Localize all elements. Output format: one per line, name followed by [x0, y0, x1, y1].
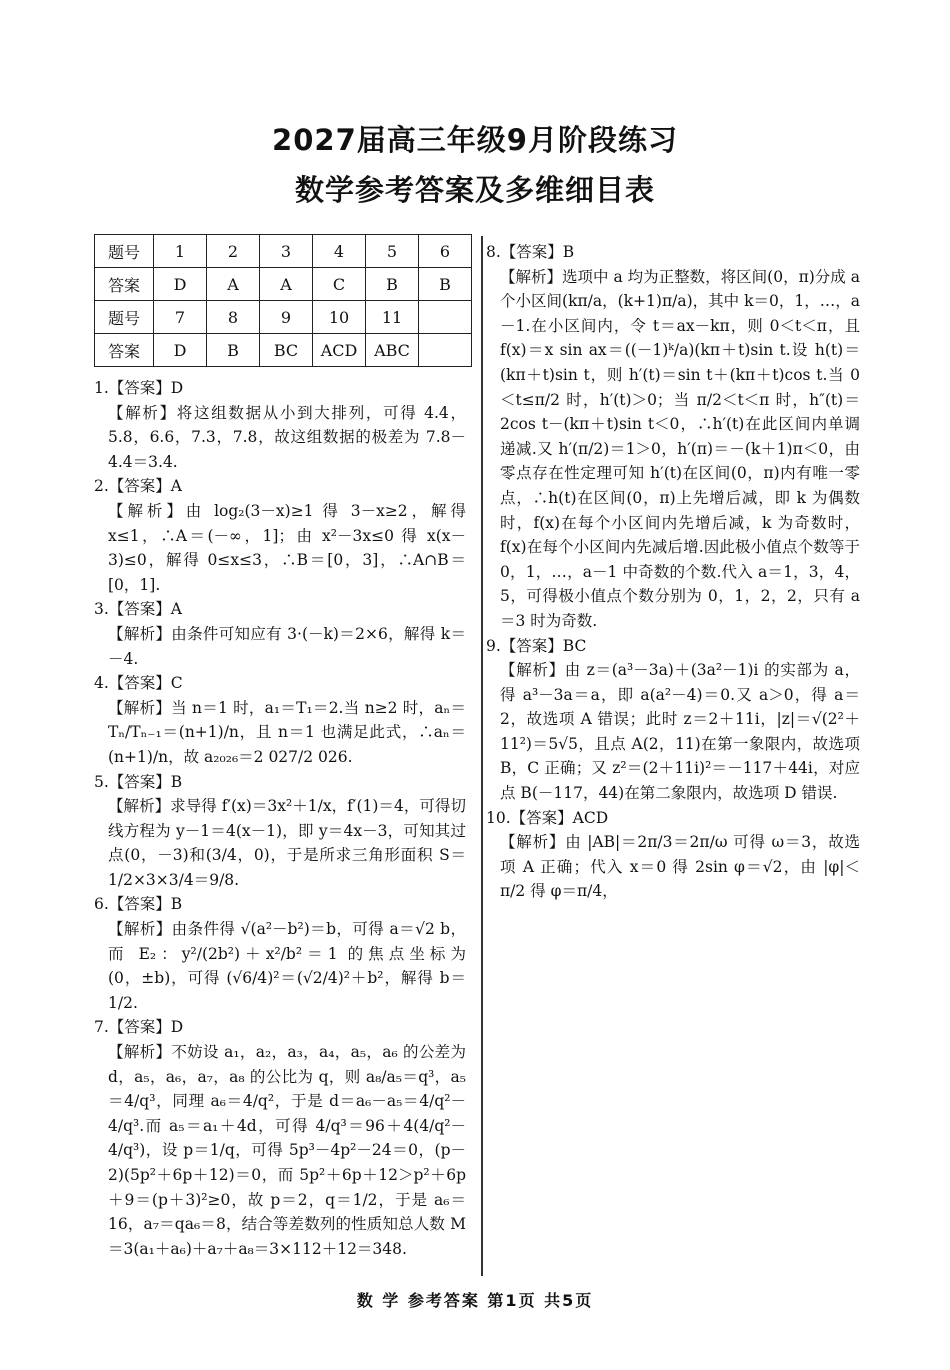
right-column	[486, 240, 860, 904]
solution-8	[486, 240, 860, 634]
answer-cell: 3	[260, 235, 313, 268]
answer-label: 3.【答案】A	[94, 600, 182, 619]
answer-cell: 9	[260, 301, 313, 334]
answer-cell: D	[154, 268, 207, 301]
answer-label: 10.【答案】ACD	[486, 808, 609, 827]
solution-6	[94, 892, 466, 1015]
solution-5	[94, 770, 466, 893]
explanation: 【解析】选项中 a 均为正整数，将区间(0，π)分成 a 个小区间(kπ/a，(k+1)π/a)，其中 k＝0，1，…，a－1.在小区间内，令 t＝ax－kπ，则 0＜t＜π，且 f(x)＝x sin ax＝((－1)ᵏ/a)(kπ＋t)sin t.设 h(t)＝(kπ＋t)sin t，则 h′(t)＝sin t＋(kπ＋t)cos t.当 0＜t≤π/2 时，h′(t)＞0；当 π/2＜t＜π 时，h″(t)＝2cos t－(kπ＋t)sin t＜0，∴h′(t)在此区间内单调递减.又 h′(π/2)＝1＞0，h′(π)＝－(k＋1)π＜0，由零点存在性定理可知 h′(t)在区间(0，π)内有唯一零点，∴h(t)在区间(0，π)上先增后减，即 k 为偶数时，f(x)在每个小区间内先增后减，k 为奇数时，f(x)在每个小区间内先减后增.因此极小值点个数等于 0，1，…，a－1 中奇数的个数.代入 a＝1，3，4，5，可得极小值点个数分别为 0，1，2，2，只有 a＝3 时为奇数.	[500, 267, 860, 630]
answer-table-row	[95, 235, 472, 268]
answer-label: 8.【答案】B	[486, 243, 575, 261]
solution-4	[94, 671, 466, 769]
answer-cell	[419, 301, 472, 334]
answer-table-row	[95, 268, 472, 301]
answer-label: 7.【答案】D	[94, 1018, 184, 1037]
answer-cell	[419, 334, 472, 367]
explanation: 【解析】由条件得 √(a²－b²)＝b，可得 a＝√2 b，而 E₂：y²/(2b²)＋x²/b²＝1 的焦点坐标为(0，±b)，可得 (√6/4)²＝(√2/4)²＋b²，解得 b＝1/2.	[108, 920, 466, 1012]
explanation: 【解析】由条件可知应有 3·(－k)＝2×6，解得 k＝－4.	[108, 624, 466, 668]
answer-cell: 11	[366, 301, 419, 334]
explanation: 【解析】由 z＝(a³－3a)＋(3a²－1)i 的实部为 a，得 a³－3a＝a，即 a(a²－4)＝0.又 a＞0，得 a＝2，故选项 A 错误；此时 z＝2＋11i，|z|＝√(2²＋11²)＝5√5，且点 A(2，11)在第一象限内，故选项 B，C 正确；又 z²＝(2＋11i)²＝－117＋44i，对应点 B(－117，44)在第二象限内，故选项 D 错误.	[500, 661, 860, 803]
answer-cell: B	[207, 334, 260, 367]
answer-table-row	[95, 301, 472, 334]
solution-10	[486, 806, 860, 904]
answer-cell: 4	[313, 235, 366, 268]
explanation: 【解析】当 n＝1 时，a₁＝T₁＝2.当 n≥2 时，aₙ＝Tₙ/Tₙ₋₁＝(n+1)/n，且 n＝1 也满足此式，∴aₙ＝(n+1)/n，故 a₂₀₂₆＝2 027/2 026.	[108, 698, 466, 766]
answer-cell: D	[154, 334, 207, 367]
answer-table-row	[95, 334, 472, 367]
answer-cell: 7	[154, 301, 207, 334]
answer-cell: A	[207, 268, 260, 301]
explanation: 【解析】求导得 f′(x)＝3x²＋1/x，f′(1)＝4，可得切线方程为 y－1＝4(x－1)，即 y＝4x－3，可知其过点(0，－3)和(3/4，0)，于是所求三角形面积 S＝1/2×3×3/4＝9/8.	[108, 797, 466, 889]
answer-cell: 5	[366, 235, 419, 268]
explanation: 【解析】不妨设 a₁，a₂，a₃，a₄，a₅，a₆ 的公差为 d，a₅，a₆，a₇，a₈ 的公比为 q，则 a₈/a₅＝q³，a₅＝4/q³，同理 a₆＝4/q²，于是 d＝a₆－a₅＝4/q²－4/q³.而 a₅＝a₁＋4d，可得 4/q³＝96＋4(4/q²－4/q³)，设 p＝1/q，可得 5p³－4p²－24＝0，(p－2)(5p²＋6p＋12)＝0，而 5p²＋6p＋12＞p²＋6p＋9＝(p＋3)²≥0，故 p＝2，q＝1/2，于是 a₆＝16，a₇＝qa₆＝8，结合等差数列的性质知总人数 M＝3(a₁＋a₆)＋a₇＋a₈＝3×112＋12＝348.	[108, 1043, 466, 1258]
row-header-cell: 答案	[95, 334, 154, 367]
page-subtitle: 数学参考答案及多维细目表	[294, 173, 655, 207]
explanation: 【解析】由 |AB|＝2π/3＝2π/ω 可得 ω＝3，故选项 A 正确；代入 x＝0 得 2sin φ＝√2，由 |φ|＜π/2 得 φ＝π/4，	[500, 833, 860, 901]
answer-cell: 1	[154, 235, 207, 268]
row-header-cell: 题号	[95, 235, 154, 268]
answer-label: 5.【答案】B	[94, 772, 183, 791]
row-header-cell: 答案	[95, 268, 154, 301]
answer-cell: BC	[260, 334, 313, 367]
answer-cell: 10	[313, 301, 366, 334]
column-divider	[481, 236, 483, 1276]
explanation: 【解析】由 log₂(3－x)≥1 得 3－x≥2，解得 x≤1，∴A＝(－∞，1]；由 x²－3x≤0 得 x(x－3)≤0，解得 0≤x≤3，∴B＝[0，3]，∴A∩B＝[0，1].	[108, 501, 466, 594]
answer-label: 4.【答案】C	[94, 674, 183, 693]
explanation: 【解析】将这组数据从小到大排列，可得 4.4，5.8，6.6，7.3，7.8，故这组数据的极差为 7.8－4.4＝3.4.	[108, 403, 466, 471]
left-column	[94, 376, 466, 1261]
solution-2	[94, 474, 466, 597]
answer-cell: B	[366, 268, 419, 301]
solution-7	[94, 1015, 466, 1261]
answer-label: 6.【答案】B	[94, 895, 183, 914]
answer-label: 2.【答案】A	[94, 477, 182, 496]
page-footer: 数 学 参考答案 第1页 共5页	[356, 1291, 594, 1310]
row-header-cell: 题号	[95, 301, 154, 334]
page-title: 2027届高三年级9月阶段练习	[272, 123, 678, 157]
answer-cell: C	[313, 268, 366, 301]
solution-9	[486, 634, 860, 806]
answer-cell: ACD	[313, 334, 366, 367]
answer-cell: 6	[419, 235, 472, 268]
answer-cell: 2	[207, 235, 260, 268]
answer-cell: A	[260, 268, 313, 301]
answer-label: 9.【答案】BC	[486, 636, 587, 655]
answer-cell: B	[419, 268, 472, 301]
answer-label: 1.【答案】D	[94, 379, 184, 397]
solution-3	[94, 597, 466, 671]
answer-cell: ABC	[366, 334, 419, 367]
answer-cell: 8	[207, 301, 260, 334]
answer-table	[94, 234, 472, 367]
solution-1	[94, 376, 466, 474]
